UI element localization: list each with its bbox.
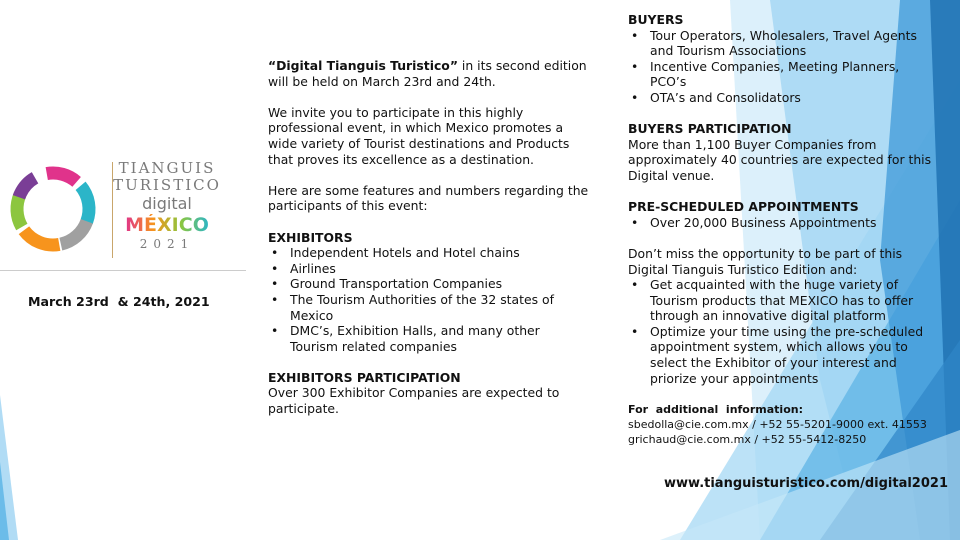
intro-rest: in its second edition will be held on March 23rd and 24th. — [268, 58, 587, 89]
exhibitors-participation-text: Over 300 Exhibitor Companies are expected to participate. — [268, 385, 560, 417]
list-item: • Independent Hotels and Hotel chains — [268, 245, 590, 261]
right-column — [628, 12, 936, 386]
website-link[interactable]: www.tianguisturistico.com/digital2021 — [664, 476, 948, 491]
contact-email-2[interactable]: grichaud@cie.com.mx / +52 55-5412-8250 — [628, 433, 867, 446]
contact-email-1[interactable]: sbedolla@cie.com.mx / +52 55-5201-9000 ext. 41553 — [628, 418, 927, 431]
buyers-heading: BUYERS — [628, 12, 684, 27]
exhibitors-participation-heading: EXHIBITORS PARTICIPATION — [268, 369, 461, 385]
buyers-participation-heading: BUYERS PARTICIPATION — [628, 121, 792, 137]
logo-line-2: TURISTICO — [113, 176, 221, 194]
intro-title: “Digital Tianguis Turistico” — [268, 58, 458, 73]
logo-text — [112, 160, 222, 252]
list-item: • Optimize your time using the pre-scheduled appointment system, which allows you to select the Exhibitor of your interest and priorize your appointments — [628, 324, 936, 386]
exhibitors-list — [268, 245, 590, 354]
list-item: • Tour Operators, Wholesalers, Travel Agents and Tourism Associations — [628, 28, 936, 59]
invite-paragraph: We invite you to participate in this highly professional event, in which Mexico promotes a wide variety of Tourist destinations and Products that proves its excellence as a destination. — [268, 104, 570, 167]
buyers-participation-text: More than 1,100 Buyer Companies from approximately 40 countries are expected for this Digital venue. — [628, 136, 932, 183]
list-item: • OTA’s and Consolidators — [628, 90, 936, 106]
list-item: • Incentive Companies, Meeting Planners, PCO’s — [628, 59, 936, 90]
list-item: • Get acquainted with the huge variety of Tourism products that MEXICO has to offer through an innovative digital platform — [628, 277, 936, 324]
list-item: • Airlines — [268, 261, 590, 277]
benefits-list — [628, 277, 936, 386]
dont-miss-paragraph: Don’t miss the opportunity to be part of this Digital Tianguis Turistico Edition and: — [628, 245, 903, 277]
info-heading: For additional information: — [628, 403, 803, 416]
list-item: • DMC’s, Exhibition Halls, and many other Tourism related companies — [268, 323, 590, 354]
logo-line-4 — [112, 214, 222, 236]
middle-column — [268, 58, 590, 417]
appointments-heading: PRE-SCHEDULED APPOINTMENTS — [628, 199, 859, 215]
logo-mexico: MÉXICO — [125, 214, 209, 236]
logo-separator — [0, 270, 246, 271]
list-item: • Over 20,000 Business Appointments — [628, 215, 936, 231]
logo-line-3: digital — [142, 194, 192, 213]
exhibitors-heading: EXHIBITORS — [268, 229, 353, 245]
logo-line-5: 2021 — [139, 237, 195, 251]
contact-block — [628, 402, 948, 447]
tianguis-logo-icon — [8, 164, 98, 254]
event-dates: March 23rd & 24th, 2021 — [28, 294, 210, 309]
list-item: • Ground Transportation Companies — [268, 276, 590, 292]
features-paragraph: Here are some features and numbers regarding the participants of this event: — [268, 182, 589, 214]
buyers-list — [628, 28, 936, 106]
list-item: • The Tourism Authorities of the 32 states of Mexico — [268, 292, 590, 323]
appointments-list — [628, 215, 936, 231]
logo-line-1: TIANGUIS — [118, 159, 216, 177]
intro-paragraph — [268, 58, 590, 89]
